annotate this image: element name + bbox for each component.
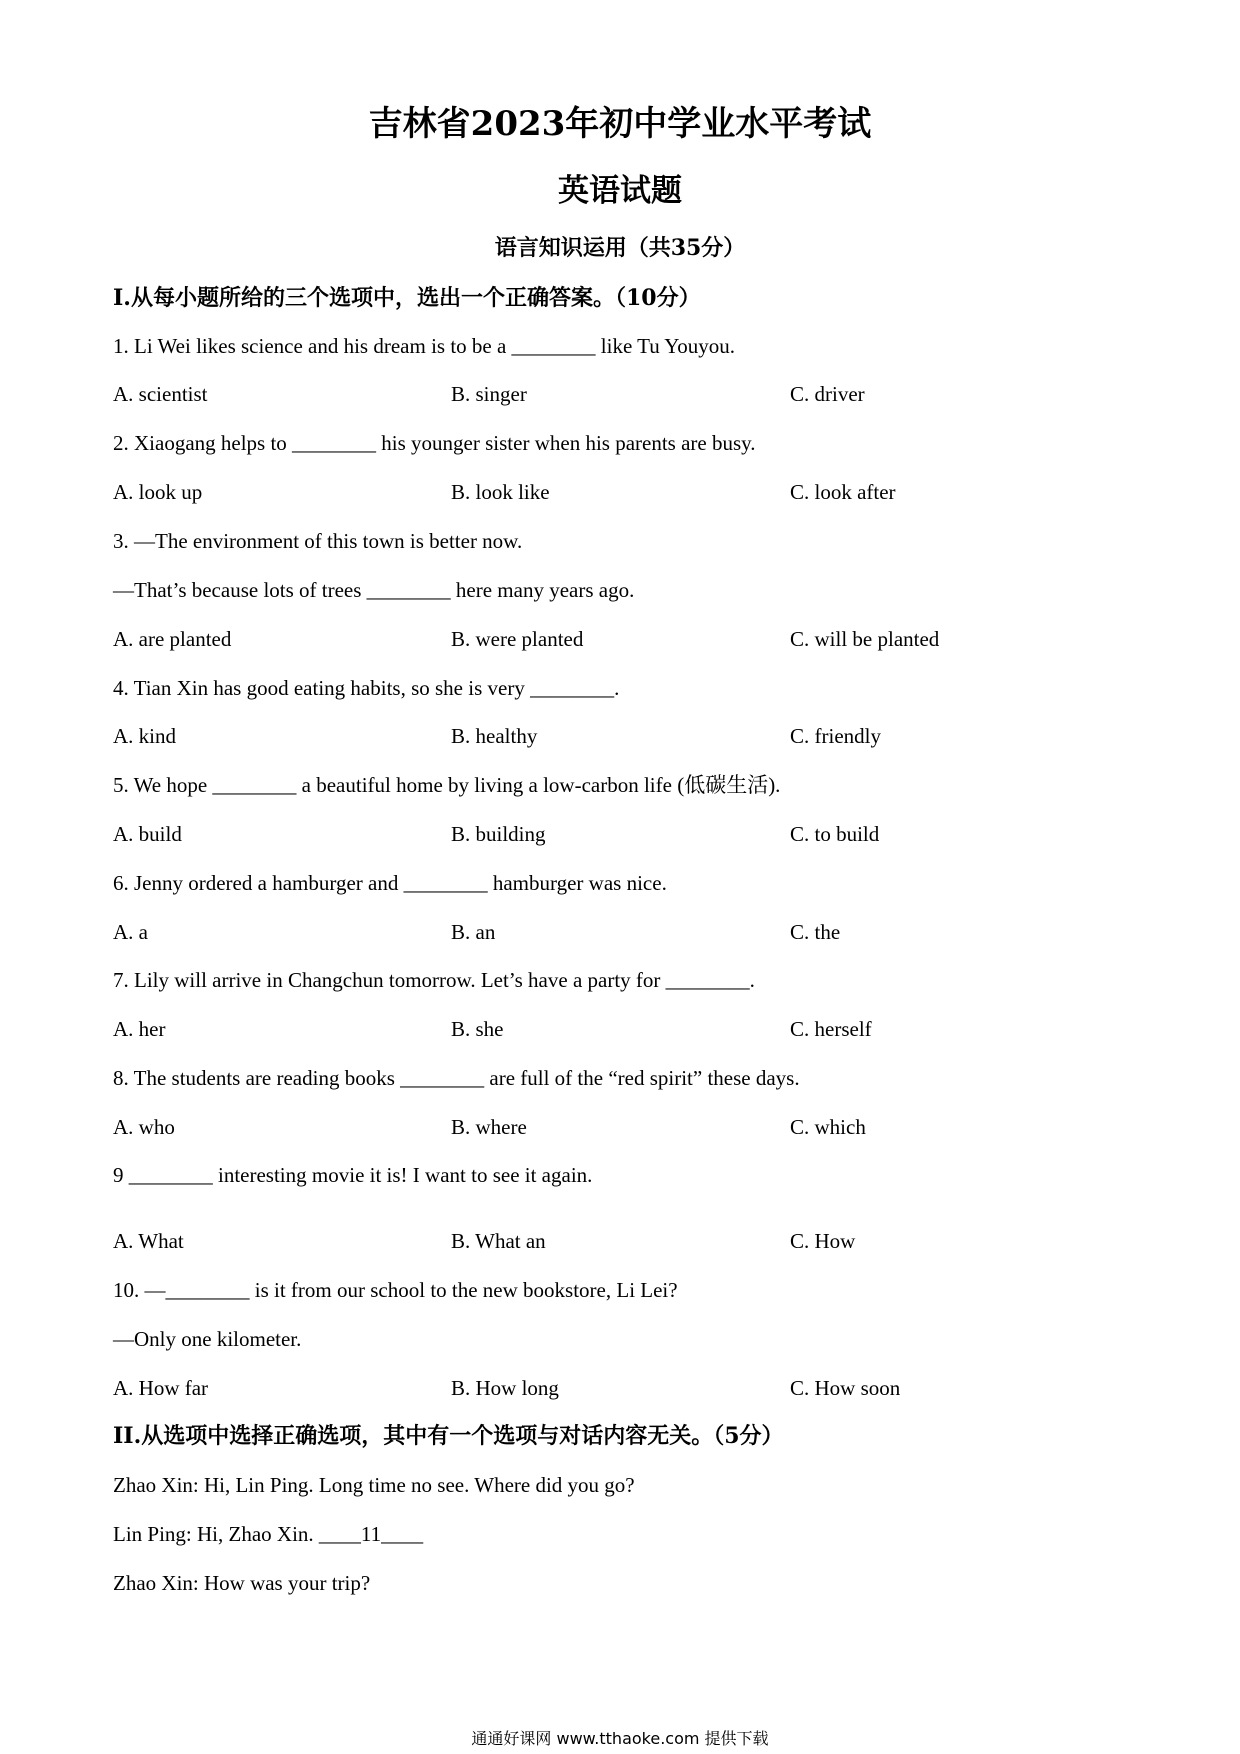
question-10-option-c: C. How soon xyxy=(790,1376,901,1400)
question-3-option-b: B. were planted xyxy=(451,627,584,651)
question-4-stem: 4. Tian Xin has good eating habits, so she is very ________. xyxy=(113,676,620,700)
question-10-option-b: B. How long xyxy=(451,1376,559,1400)
question-4-option-b: B. healthy xyxy=(451,724,538,748)
question-2-stem: 2. Xiaogang helps to ________ his younger sister when his parents are busy. xyxy=(113,431,756,455)
question-1-option-b: B. singer xyxy=(451,382,527,406)
question-1-option-c: C. driver xyxy=(790,382,865,406)
question-10-stem-reply: —Only one kilometer. xyxy=(113,1327,302,1351)
section-2-heading: II.从选项中选择正确选项，其中有一个选项与对话内容无关。（5分） xyxy=(113,1423,784,1449)
dialogue-line-1: Zhao Xin: Hi, Lin Ping. Long time no see. Where did you go? xyxy=(113,1473,635,1497)
question-3-stem: 3. —The environment of this town is better now. xyxy=(113,529,523,553)
question-6-option-b: B. an xyxy=(451,920,496,944)
question-8-option-c: C. which xyxy=(790,1115,866,1139)
question-9-option-b: B. What an xyxy=(451,1229,546,1253)
question-4-option-c: C. friendly xyxy=(790,724,881,748)
question-1-option-a: A. scientist xyxy=(113,382,208,406)
question-9-option-a: A. What xyxy=(113,1229,184,1253)
question-2-option-b: B. look like xyxy=(451,480,550,504)
dialogue-line-2: Lin Ping: Hi, Zhao Xin. ____11____ xyxy=(113,1522,424,1546)
question-2-option-a: A. look up xyxy=(113,480,203,504)
question-7-option-b: B. she xyxy=(451,1017,504,1041)
question-3-option-a: A. are planted xyxy=(113,627,232,651)
subject-title: 英语试题 xyxy=(558,173,682,209)
section-1-heading: I.从每小题所给的三个选项中，选出一个正确答案。（10分） xyxy=(113,285,701,311)
question-5-option-a: A. build xyxy=(113,822,182,846)
question-3-option-c: C. will be planted xyxy=(790,627,940,651)
question-2-option-c: C. look after xyxy=(790,480,896,504)
question-9-stem: 9 ________ interesting movie it is! I want to see it again. xyxy=(113,1163,593,1187)
question-10-stem: 10. —________ is it from our school to the new bookstore, Li Lei? xyxy=(113,1278,678,1302)
question-7-option-c: C. herself xyxy=(790,1017,872,1041)
exam-title: 吉林省2023年初中学业水平考试 xyxy=(368,104,872,144)
question-6-option-a: A. a xyxy=(113,920,148,944)
question-1-stem: 1. Li Wei likes science and his dream is to be a ________ like Tu Youyou. xyxy=(113,334,736,358)
question-5-option-c: C. to build xyxy=(790,822,880,846)
question-8-option-a: A. who xyxy=(113,1115,175,1139)
question-9-option-c: C. How xyxy=(790,1229,856,1253)
page-footer: 通通好课网 www.tthaoke.com 提供下载 xyxy=(471,1729,769,1748)
dialogue-line-3: Zhao Xin: How was your trip? xyxy=(113,1571,371,1595)
question-6-option-c: C. the xyxy=(790,920,841,944)
question-5-stem: 5. We hope ________ a beautiful home by living a low-carbon life (低碳生活). xyxy=(113,773,781,797)
question-3-stem-reply: —That’s because lots of trees ________ here many years ago. xyxy=(113,578,635,602)
question-8-stem: 8. The students are reading books ________ are full of the “red spirit” these days. xyxy=(113,1066,800,1090)
question-7-stem: 7. Lily will arrive in Changchun tomorrow. Let’s have a party for ________. xyxy=(113,968,755,992)
question-10-option-a: A. How far xyxy=(113,1376,209,1400)
question-4-option-a: A. kind xyxy=(113,724,176,748)
question-5-option-b: B. building xyxy=(451,822,546,846)
part-title: 语言知识运用（共35分） xyxy=(494,235,746,261)
question-6-stem: 6. Jenny ordered a hamburger and ________ hamburger was nice. xyxy=(113,871,667,895)
question-7-option-a: A. her xyxy=(113,1017,166,1041)
question-8-option-b: B. where xyxy=(451,1115,527,1139)
